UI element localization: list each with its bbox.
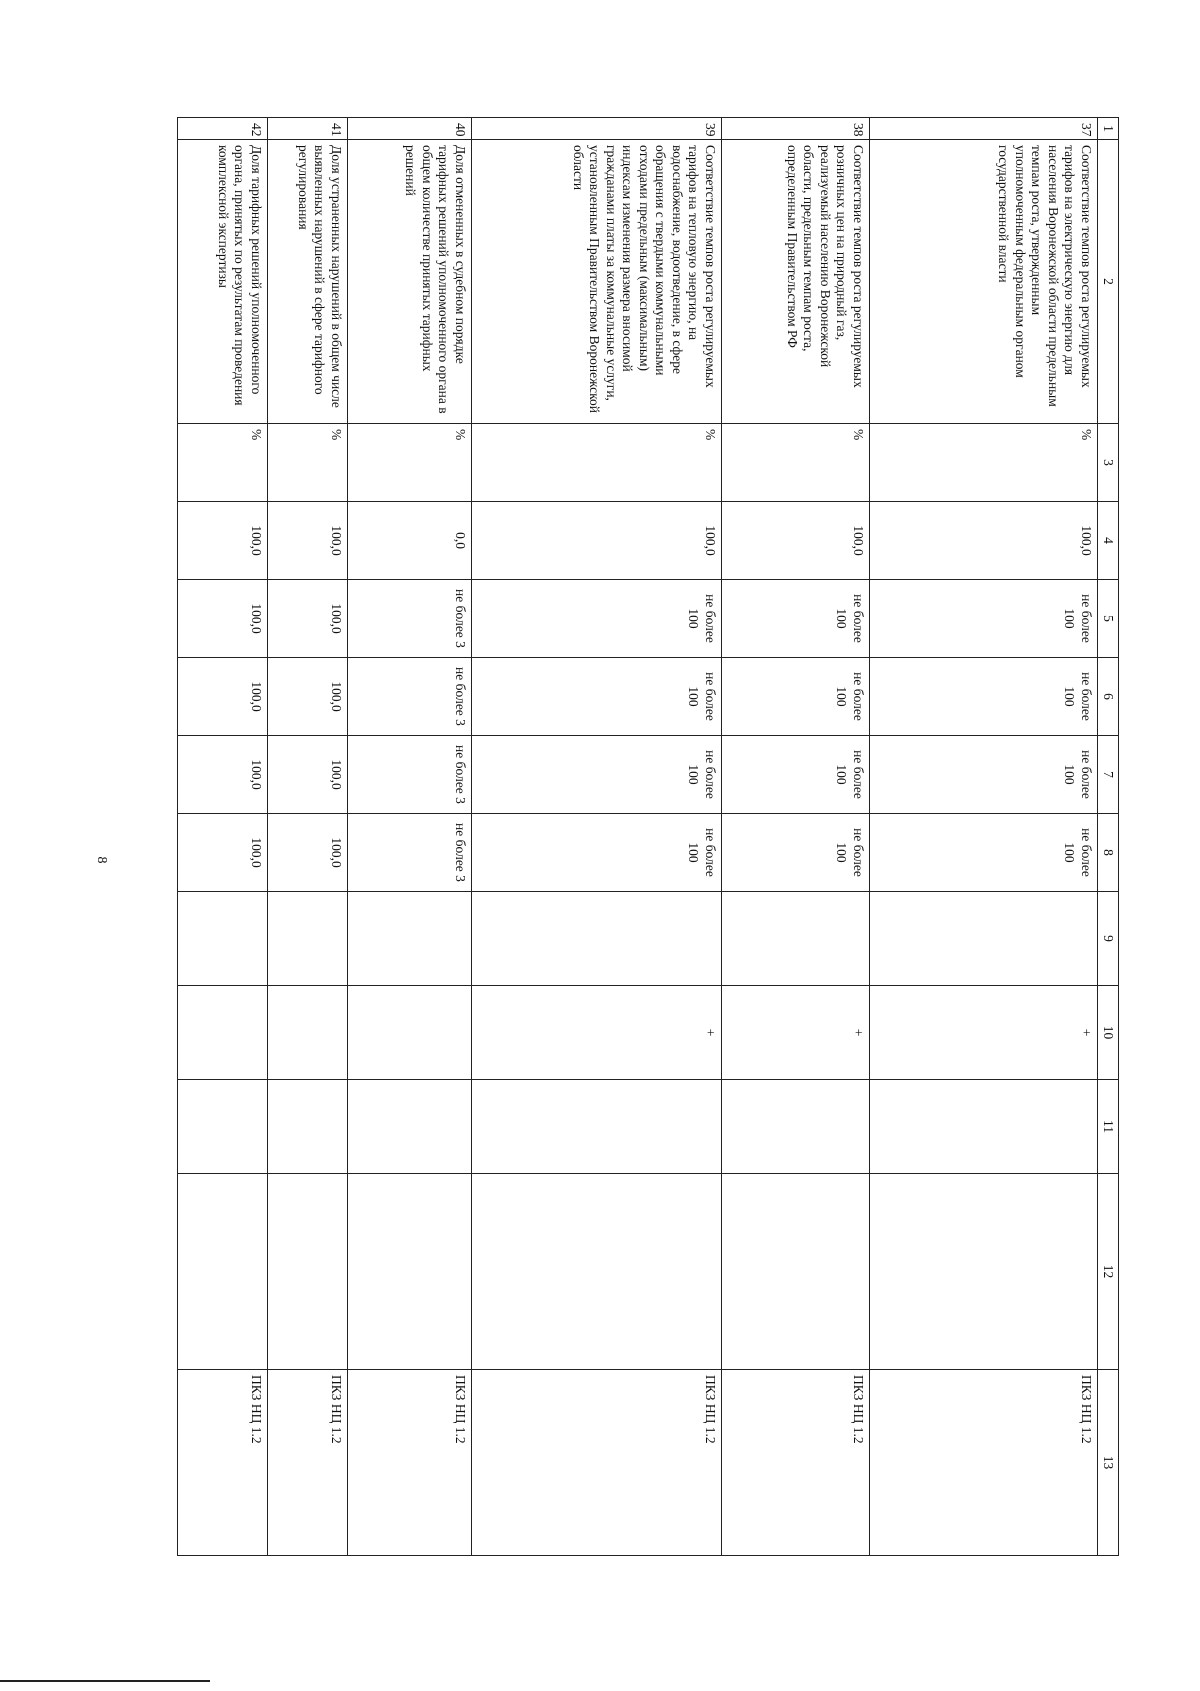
value-cell: не более 3 (347, 736, 471, 814)
value-cell (721, 1174, 869, 1370)
value-cell: не более 3 (347, 814, 471, 892)
value-cell: 100,0 (267, 580, 347, 658)
col-header-5: 5 (1097, 580, 1118, 658)
value-cell: не более 100 (869, 580, 1097, 658)
col-header-11: 11 (1097, 1080, 1118, 1174)
value-cell (347, 1080, 471, 1174)
value-cell (869, 1080, 1097, 1174)
value-cell: 100,0 (267, 814, 347, 892)
value-cell (177, 986, 267, 1080)
col-header-2: 2 (1097, 140, 1118, 424)
value-cell (721, 1080, 869, 1174)
value-cell (267, 986, 347, 1080)
value-cell (267, 1174, 347, 1370)
value-cell: 100,0 (869, 502, 1097, 580)
program-code-cell: ПКЗ НЦ 1.2 (471, 1370, 721, 1556)
bottom-edge-line (0, 1680, 210, 1682)
value-cell: не более 100 (471, 658, 721, 736)
indicator-name: Соответствие темпов роста регулируемых розничных цен на природный газ, реализуемый населению Воронежской области, предельным темпам роста, определенным Правительством РФ (721, 140, 869, 424)
unit-cell: % (177, 424, 267, 502)
table-row (471, 118, 721, 1556)
value-cell: 100,0 (177, 814, 267, 892)
unit-cell: % (471, 424, 721, 502)
value-cell: не более 100 (721, 580, 869, 658)
col-header-1: 1 (1097, 118, 1118, 140)
program-code-cell: ПКЗ НЦ 1.2 (267, 1370, 347, 1556)
value-cell: не более 100 (721, 814, 869, 892)
value-cell: не более 100 (721, 736, 869, 814)
table-row (267, 118, 347, 1556)
value-cell (177, 1174, 267, 1370)
col-header-8: 8 (1097, 814, 1118, 892)
program-code-cell: ПКЗ НЦ 1.2 (177, 1370, 267, 1556)
value-cell: не более 100 (471, 736, 721, 814)
program-code-cell: ПКЗ НЦ 1.2 (869, 1370, 1097, 1556)
header-row (1097, 118, 1118, 1556)
value-cell (471, 892, 721, 986)
value-cell (721, 892, 869, 986)
rotated-table-container (212, 117, 1119, 1555)
value-cell (869, 1174, 1097, 1370)
table-row (177, 118, 267, 1556)
program-code-cell: ПКЗ НЦ 1.2 (347, 1370, 471, 1556)
indicators-table (177, 117, 1119, 1556)
value-cell: + (869, 986, 1097, 1080)
value-cell: не более 100 (471, 814, 721, 892)
value-cell (177, 1080, 267, 1174)
value-cell: 100,0 (267, 658, 347, 736)
indicator-name: Доля тарифных решений уполномоченного органа, принятых по результатам проведения комплексной экспертизы (177, 140, 267, 424)
row-number: 39 (471, 118, 721, 140)
row-number: 40 (347, 118, 471, 140)
value-cell: не более 3 (347, 658, 471, 736)
col-header-3: 3 (1097, 424, 1118, 502)
row-number: 42 (177, 118, 267, 140)
value-cell: не более 100 (869, 658, 1097, 736)
indicator-name: Доля отмененных в судебном порядке тарифных решений уполномоченного органа в общем количестве принятых тарифных решений (347, 140, 471, 424)
value-cell: не более 100 (471, 580, 721, 658)
value-cell (177, 892, 267, 986)
row-number: 41 (267, 118, 347, 140)
row-number: 38 (721, 118, 869, 140)
program-code-cell: ПКЗ НЦ 1.2 (721, 1370, 869, 1556)
col-header-12: 12 (1097, 1174, 1118, 1370)
value-cell: + (471, 986, 721, 1080)
value-cell: не более 100 (869, 736, 1097, 814)
value-cell: 100,0 (177, 658, 267, 736)
unit-cell: % (869, 424, 1097, 502)
col-header-7: 7 (1097, 736, 1118, 814)
page-number: 8 (94, 856, 109, 864)
value-cell (869, 892, 1097, 986)
value-cell (267, 1080, 347, 1174)
value-cell (347, 1174, 471, 1370)
value-cell (471, 1080, 721, 1174)
value-cell: не более 100 (869, 814, 1097, 892)
col-header-10: 10 (1097, 986, 1118, 1080)
col-header-9: 9 (1097, 892, 1118, 986)
indicator-name: Соответствие темпов роста регулируемых тарифов на тепловую энергию, на водоснабжение, водоотведение, в сфере обращения с твердыми коммунальными отходами предельным (максимальным) индексам изменения размера вносимой гражданами платы за коммунальные услуги, установленным Правительством Воронежской области (471, 140, 721, 424)
value-cell: не более 100 (721, 658, 869, 736)
value-cell (347, 892, 471, 986)
value-cell: 100,0 (721, 502, 869, 580)
table-row (347, 118, 471, 1556)
value-cell: 100,0 (177, 580, 267, 658)
value-cell: 100,0 (177, 736, 267, 814)
value-cell: 100,0 (267, 736, 347, 814)
value-cell (347, 986, 471, 1080)
value-cell: 100,0 (471, 502, 721, 580)
unit-cell: % (347, 424, 471, 502)
row-number: 37 (869, 118, 1097, 140)
indicator-name: Соответствие темпов роста регулируемых тарифов на электрическую энергию для населения Воронежской области предельным темпам роста, утвержденным уполномоченным федеральным органом государственной власти (869, 140, 1097, 424)
unit-cell: % (721, 424, 869, 502)
value-cell: не более 3 (347, 580, 471, 658)
col-header-4: 4 (1097, 502, 1118, 580)
value-cell (267, 892, 347, 986)
table-row (721, 118, 869, 1556)
indicator-name: Доля устраненных нарушений в общем числе выявленных нарушений в сфере тарифного регулирования (267, 140, 347, 424)
value-cell: 100,0 (177, 502, 267, 580)
unit-cell: % (267, 424, 347, 502)
table-row (869, 118, 1097, 1556)
value-cell: 100,0 (267, 502, 347, 580)
col-header-6: 6 (1097, 658, 1118, 736)
value-cell (471, 1174, 721, 1370)
col-header-13: 13 (1097, 1370, 1118, 1556)
value-cell: 0,0 (347, 502, 471, 580)
value-cell: + (721, 986, 869, 1080)
